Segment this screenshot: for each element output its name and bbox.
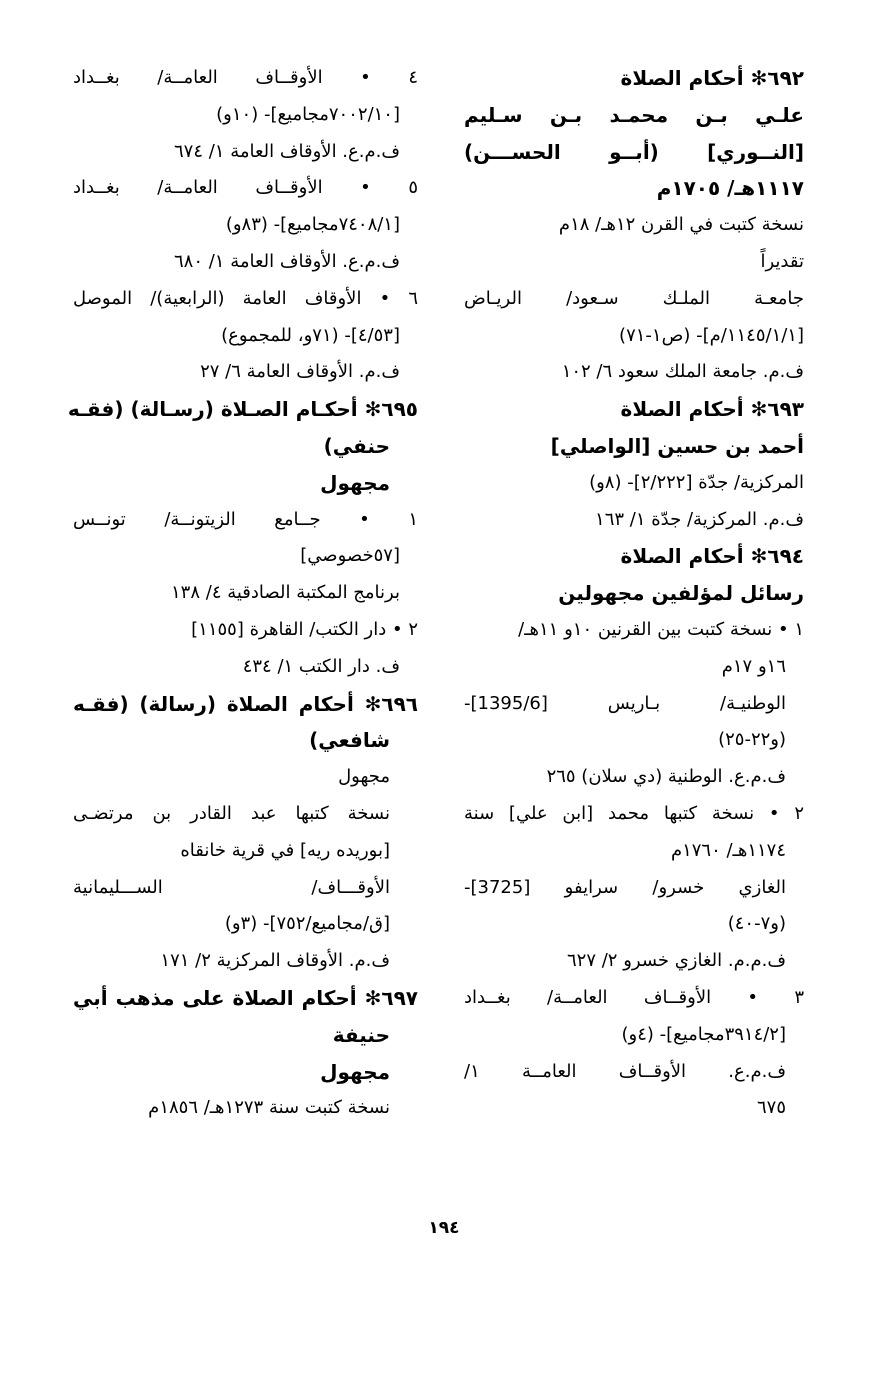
text-line: مجهول xyxy=(338,766,390,788)
text-line: ف.م.ع. الأوقاف العامة ١/ ٦٧٤ xyxy=(173,140,400,162)
text-line: ١١١٧هـ/ ١٧٠٥م xyxy=(656,176,804,201)
text-line: ف.م. المركزية/ جدّة ١/ ١٦٣ xyxy=(595,508,804,530)
text-line: تقديراً xyxy=(760,250,804,272)
text-line: ف.م. جامعة الملك سعود ٦/ ١٠٢ xyxy=(561,361,804,383)
text-line: نسخة كتبت سنة ١٢٧٣هـ/ ١٨٥٦م xyxy=(148,1097,390,1119)
text-line: المركزية/ جدّة [٢/٢٢٢]- (٨و) xyxy=(589,471,804,493)
text-line: رسائل لمؤلفين مجهولين xyxy=(558,581,804,606)
text-line: مجهول xyxy=(320,470,390,495)
left-column xyxy=(67,60,418,1127)
text-line: علـي بـن محمـد بـن سـليم xyxy=(464,102,804,127)
text-line: ف.م.م. الغازي خسرو ٢/ ٦٢٧ xyxy=(566,950,786,972)
text-line: ٢ • دار الكتب/ القاهرة [١١٥٥] xyxy=(191,618,418,640)
text-line: ٦٩٦✻ أحكام الصلاة (رسالة) (فقـه xyxy=(73,691,418,716)
text-line: ٥ • الأوقــاف العامــة/ بغــداد xyxy=(73,177,418,199)
text-line: ١ • جــامع الزيتونــة/ تونــس xyxy=(73,508,418,530)
text-line: [٧٤٠٨/١مجاميع]- (٨٣و) xyxy=(225,214,400,236)
text-line: الأوقـــاف/ الســـليمانية xyxy=(73,876,390,898)
text-line: [٧٠٠٢/١٠مجاميع]- (١٠و) xyxy=(216,103,400,125)
text-line: ١٦و ١٧م xyxy=(721,655,786,677)
text-line: نسخة كتبت في القرن ١٢هـ/ ١٨م xyxy=(558,214,804,236)
text-line: ١١٧٤هـ/ ١٧٦٠م xyxy=(670,839,786,861)
text-line: الغازي خسرو/ سرايفو [3725]- xyxy=(464,876,786,898)
text-line: حنيفة xyxy=(332,1022,390,1047)
text-line: حنفي) xyxy=(323,433,390,458)
text-line: ٣ • الأوقــاف العامــة/ بغــداد xyxy=(464,986,804,1008)
text-line: الوطنيـة/ بـاريس [1395/6]- xyxy=(464,692,786,714)
text-line: ٦ • الأوقاف العامة (الرابعية)/ الموصل xyxy=(73,287,418,309)
text-line: ف.م.ع. الوطنية (دي سلان) ٢٦٥ xyxy=(546,766,786,788)
text-line: (و٢٢-٢٥) xyxy=(718,729,786,751)
text-line: ١ • نسخة كتبت بين القرنين ١٠و ١١هـ/ xyxy=(518,618,804,640)
text-line: ٦٩٥✻ أحكـام الصـلاة (رسـالة) (فقـه xyxy=(67,397,418,422)
text-line: [١١٤٥/١/١/م]- (ص١-٧١) xyxy=(619,324,804,346)
text-line: [٥٧خصوصي] xyxy=(300,545,400,567)
text-line: ٤ • الأوقــاف العامــة/ بغــداد xyxy=(73,67,418,88)
text-line: ٦٩٣✻ أحكام الصلاة xyxy=(620,397,804,422)
text-line: [ق/مجاميع/٧٥٢]- (٣و) xyxy=(224,913,390,935)
text-line: ٦٩٧✻ أحكام الصلاة على مذهب أبي xyxy=(73,985,418,1010)
text-line: ف.م.ع. الأوقــاف العامــة ١/ xyxy=(464,1060,786,1082)
text-line: ف.م. الأوقاف المركزية ٢/ ١٧١ xyxy=(160,950,390,972)
page-number: ١٩٤ xyxy=(428,1218,460,1238)
text-line: ف.م.ع. الأوقاف العامة ١/ ٦٨٠ xyxy=(173,250,400,272)
text-line: [٤/٥٣]- (٧١و، للمجموع) xyxy=(221,324,400,346)
text-line: (و٧-٤٠) xyxy=(727,913,786,935)
text-line: جامعـة الملـك سـعود/ الريـاض xyxy=(464,287,804,309)
text-line: نسخة كتبها عبد القادر بن مرتضـى xyxy=(73,802,390,824)
text-line: مجهول xyxy=(320,1059,390,1084)
text-line: ٦٩٤✻ أحكام الصلاة xyxy=(620,544,804,569)
right-column xyxy=(464,60,804,1127)
text-line: ٢ • نسخة كتبها محمد [ابن علي] سنة xyxy=(464,802,804,824)
text-line: ٦٧٥ xyxy=(756,1097,786,1119)
text-line: شافعي) xyxy=(309,728,390,753)
text-line: [بوريده ريه] في قرية خانقاه xyxy=(180,839,390,861)
text-line: [النــوري] (أبــو الحســـن) xyxy=(464,139,804,164)
text-line: [٣٩١٤/٢مجاميع]- (٤و) xyxy=(621,1023,786,1045)
text-line: ف. دار الكتب ١/ ٤٣٤ xyxy=(242,655,400,677)
text-line: ف.م. الأوقاف العامة ٦/ ٢٧ xyxy=(200,361,400,383)
text-line: ٦٩٢✻ أحكام الصلاة xyxy=(620,66,804,90)
text-line: برنامج المكتبة الصادقية ٤/ ١٣٨ xyxy=(171,582,400,604)
text-line: أحمد بن حسين [الواصلي] xyxy=(550,433,804,458)
